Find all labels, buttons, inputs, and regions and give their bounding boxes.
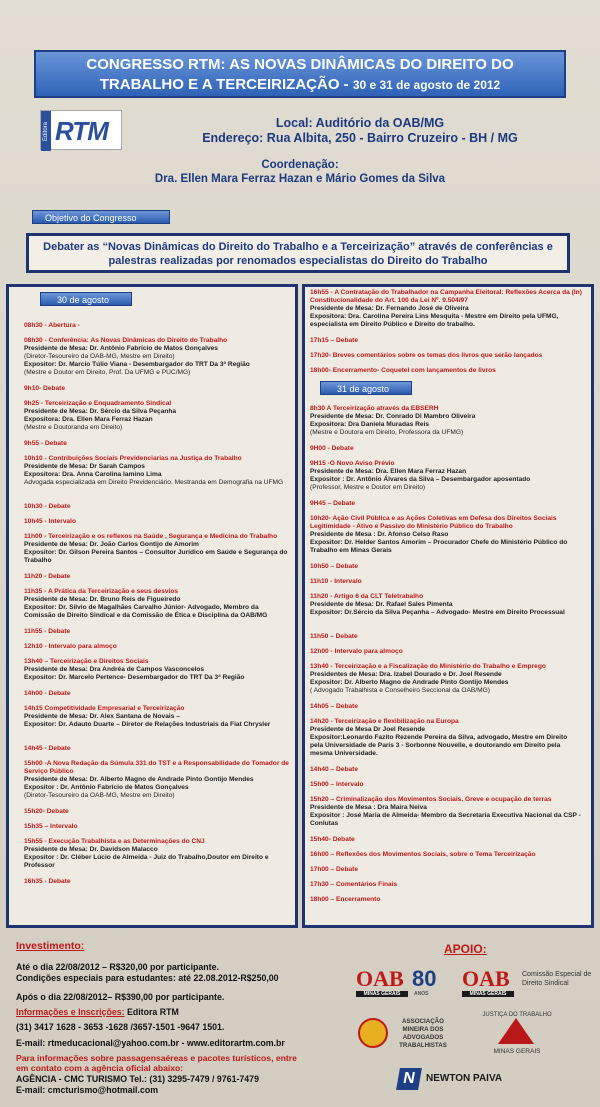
schedule-item (310, 781, 582, 789)
schedule-detail: Expositora: Dra. Anna Carolina Iamino Lima (24, 471, 162, 478)
schedule-detail: Presidente de Mesa: Dr. Conrado Di Mambro Oliveira (310, 413, 476, 420)
schedule-item (24, 628, 290, 636)
schedule-detail: Expositor: Dr. Adauto Duarte – Diretor de Relações Industriais da Fiat Chrysler (24, 721, 271, 728)
schedule-title: - Debate (42, 878, 71, 885)
amat-logo (358, 1014, 454, 1054)
justica-logo (472, 1012, 562, 1058)
schedule-title: – Encerramento (328, 896, 381, 903)
oab80-sub: MINAS GERAIS (356, 991, 408, 997)
amat-text: ASSOCIAÇÃO MINEIRA DOS ADVOGADOS TRABALHISTAS (399, 1018, 447, 1049)
schedule-title: - Contribuições Sociais Previdenciarias na Justiça do Trabalho (42, 455, 242, 462)
phones: (31) 3417 1628 - 3653 -1628 /3657-1501 -9647 1501. (16, 1022, 225, 1032)
schedule-title: - Debate (42, 745, 71, 752)
schedule-time: 16h55 (310, 289, 329, 296)
schedule-item (24, 455, 290, 487)
schedule-time: 15h55 (24, 838, 43, 845)
travel-line2: em contato com a agência oficial abaixo: (16, 1063, 184, 1073)
schedule-title: - Terceirização e a Fiscalização do Ministério do Trabalho e Emprego (328, 663, 546, 670)
schedule-time: 14h15 (24, 705, 43, 712)
schedule-time: 11h00 (24, 533, 43, 540)
comissao-text: Comissão Especial de Direito Sindical (522, 971, 592, 987)
schedule-time: 08h30 (24, 322, 43, 329)
schedule-item (24, 337, 290, 377)
schedule-item (310, 578, 582, 586)
schedule-item (310, 703, 582, 711)
schedule-item (24, 440, 290, 448)
schedule-title: - Debate (325, 445, 354, 452)
schedule-time: 14h00 (24, 690, 43, 697)
info-label: Informações e Inscrições: (16, 1007, 125, 1017)
oab-comissao-logo: OAB MINAS GERAIS Comissão Especial de Direito Sindical (462, 966, 598, 1000)
schedule-title: - Debate (42, 503, 71, 510)
schedule-detail: Presidente de Mesa: Dr Sarah Campos (24, 463, 145, 470)
price-late: Após o dia 22/08/2012– R$390,00 por participante. (16, 992, 225, 1002)
schedule-time: 15h00 (310, 781, 329, 788)
schedule-item (310, 563, 582, 571)
schedule-time: 9h25 (24, 400, 40, 407)
schedule-time: 15h20 (310, 796, 329, 803)
info-line (16, 1007, 179, 1018)
schedule-title: - Terceirização e os reflexos na Saúde , Segurança e Medicina do Trabalho (42, 533, 278, 540)
schedule-title: - Intervalo para almoço (328, 648, 403, 655)
schedule-time: 13h40 (310, 663, 329, 670)
schedule-item (310, 896, 582, 904)
schedule-title: - Debate (42, 690, 71, 697)
schedule-detail: ( Advogado Trabalhista e Conselheiro Seccional da OAB/MG) (310, 687, 490, 694)
schedule-detail: Expositora: Dra. Carolina Pereira Lins Mesquita - Mestre em Direito pela UFMG, especialista em Direito Público e Direito do trabalho. (310, 313, 559, 328)
schedule-detail: Expositora: Dra Daniela Muradas Reis (310, 421, 430, 428)
schedule-title: - Terceirização e Enquadramento Sindical (39, 400, 172, 407)
price-students: Condições especiais para estudantes: até 22.08.2012-R$250,00 (16, 973, 279, 983)
logo-side-text: Editora (41, 111, 51, 151)
schedule-item (24, 518, 290, 526)
schedule-time: 17h30 (310, 881, 329, 888)
schedule-detail: Presidente de Mesa: Dr. Bruno Reis de Figueiredo (24, 596, 181, 603)
header-title-line1: CONGRESSO RTM: AS NOVAS DINÂMICAS DO DIREITO DO (86, 56, 514, 73)
schedule-item (24, 760, 290, 800)
schedule-detail: Expositor: Dr. Helder Santos Amorim – Procurador Chefe do Ministério Público do Trabalho em Minas Gerais (310, 539, 568, 554)
schedule-detail: (Diretor-Tesoureiro da OAB-MG, Mestre em Direito) (24, 353, 175, 360)
schedule-title: – Debate (328, 337, 359, 344)
schedule-time: 9h10 (24, 385, 40, 392)
schedule-time: 10h30 (24, 503, 43, 510)
schedule-time: 14h05 (310, 703, 329, 710)
schedule-title: - Debate (39, 440, 67, 447)
schedule-detail: Expositor: Dr. Marcelo Pertence- Desembargador do TRT Da 3ª Região (24, 674, 245, 681)
schedule-item (24, 745, 290, 753)
schedule-time: 15h20 (24, 808, 43, 815)
schedule-title: - Debate (42, 628, 71, 635)
schedule-item (310, 460, 582, 492)
schedule-title: - Terceirização e flexibilização na Europa (328, 718, 459, 725)
schedule-item (310, 405, 582, 437)
schedule-title: - Intervalo (328, 578, 362, 585)
schedule-time: 8h30 (310, 405, 326, 412)
objective-box (26, 233, 570, 273)
schedule-detail: Expositor:Leonardo Fazito Rezende Pereira da Silva, advogado, Mestre em Direito pela Universidade de Paris 3 - Sorbonne Nouvelle, e doutorando em Direito pela mesma Universidade. (310, 734, 568, 757)
schedule-detail: Presidente de Mesa: Dr. João Carlos Gontijo de Amorim (24, 541, 199, 548)
schedule-title: - Conferência: As Novas Dinâmicas do Direito do Trabalho (42, 337, 228, 344)
schedule-time: 17h30 (310, 352, 329, 359)
schedule-detail: Expositor : Dr. Cléber Lúcio de Almeida - Juiz do Trabalho,Doutor em Direito e Professor (24, 854, 269, 869)
schedule-time: 9H45 (310, 500, 326, 507)
schedule-time: 15h00 (24, 760, 43, 767)
schedule-detail: (Mestre e Doutora em Direito, Professora da UFMG) (310, 429, 464, 436)
schedule-time: 14h40 (310, 766, 329, 773)
schedule-time: 08h30 (24, 337, 43, 344)
schedule-time: 9H15 (310, 460, 326, 467)
email-site[interactable]: E-mail: rtmeducacional@yahoo.com.br - www.editorartm.com.br (16, 1038, 285, 1048)
info-value: Editora RTM (124, 1007, 179, 1017)
schedule-title: - Artigo 6 da CLT Teletrabalho (328, 593, 424, 600)
venue-info (160, 116, 560, 146)
schedule-detail: (Mestre e Doutor em Direito, Prof. Da UFMG e PUC/MG) (24, 369, 191, 376)
schedule-item (310, 718, 582, 758)
schedule-item (310, 836, 582, 844)
coordination-title: Coordenação: (261, 159, 339, 171)
schedule-title: – Intervalo (328, 781, 364, 788)
schedule-time: 12h00 (310, 648, 329, 655)
schedule-detail: Expositora: Dra. Ellen Mara Ferraz Hazan (24, 416, 153, 423)
venue-address: Endereço: Rua Albita, 250 - Bairro Cruzeiro - BH / MG (202, 131, 518, 145)
schedule-title: – Reflexões dos Movimentos Sociais, sobre o Tema Terceirização (328, 851, 536, 858)
schedule-title: - Intervalo (42, 518, 77, 525)
schedule-time: 11h35 (24, 588, 43, 595)
schedule-item (310, 881, 582, 889)
oab80-logo: OAB 80 MINAS GERAIS ANOS (356, 966, 437, 997)
schedule-title: – Debate (328, 633, 358, 640)
agency-email[interactable]: E-mail: cmcturismo@hotmail.com (16, 1085, 159, 1095)
oab80-anos: ANOS (414, 991, 429, 997)
schedule-title: A Terceirização através da EBSERH (325, 405, 439, 412)
objective-tab: Objetivo do Congresso (32, 210, 170, 224)
travel-line1: Para informações sobre passagensaéreas e pacotes turísticos, entre (16, 1053, 297, 1063)
header-title-line2: TRABALHO E A TERCEIRIZAÇÃO - 30 e 31 de agosto de 2012 (99, 76, 501, 93)
schedule-item (310, 593, 582, 617)
schedule-detail: Expositor: Dr. Alberto Magno de Andrade Pinto Gontijo Mendes (310, 679, 509, 686)
schedule-detail: (Mestre e Doutoranda em Direito) (24, 424, 123, 431)
apoio-title: APOIO: (444, 942, 487, 956)
schedule-detail: Presidente de Mesa: Dr. Rafael Sales Pimenta (310, 601, 453, 608)
justica-sub: MINAS GERAIS (493, 1048, 541, 1055)
objective-text: Debater as “Novas Dinâmicas do Direito do Trabalho e a Terceirização” através de conferências e palestras realizadas por renomados especialistas do Direito do Trabalho (43, 241, 553, 267)
schedule-time: 16h35 (24, 878, 43, 885)
schedule-detail: Presidente de Mesa Dr Joel Resende (310, 726, 426, 733)
header-banner (34, 50, 566, 98)
agency: AGÊNCIA - CMC TURISMO Tel.: (31) 3295-7479 / 9761-7479 (16, 1074, 259, 1084)
schedule-item (24, 658, 290, 682)
schedule-detail: Advogada especializada em Direito Previdenciário. Mestranda em Demografia na UFMG (24, 479, 284, 486)
schedule-time: 10h20 (310, 515, 329, 522)
investimento-title: Investimento: (16, 940, 85, 952)
schedule-title: - Debate (42, 573, 71, 580)
schedule-detail: (Professor, Mestre e Doutor em Direito) (310, 484, 426, 491)
schedule-time: 11h20 (24, 573, 43, 580)
schedule-item (24, 690, 290, 698)
schedule-item (310, 766, 582, 774)
coordination-names: Dra. Ellen Mara Ferraz Hazan e Mário Gomes da Silva (154, 173, 446, 185)
schedule-detail: Presidente de Mesa: Dra. Ellen Mara Ferraz Hazan (310, 468, 467, 475)
justica-emblem-icon (498, 1018, 534, 1044)
schedule-item (310, 289, 582, 329)
schedule-detail: Presidente de Mesa: Dr. Antônio Fabrício de Matos Gonçalves (24, 345, 218, 352)
schedule-title: - Debate (42, 808, 69, 815)
schedule-title: - Encerramento- Coquetel com lançamentos de livros (328, 367, 496, 374)
schedule-detail: Presidentes de Mesa: Dra. Izabel Dourado e Dr. Joel Resende (310, 671, 502, 678)
newton-emblem-icon: N (396, 1068, 422, 1090)
schedule-time: 17h15 (310, 337, 329, 344)
schedule-title: – Criminalização dos Movimentos Sociais. Greve e ocupação de terras (328, 796, 552, 803)
coordination (80, 158, 520, 186)
amat-emblem-icon (358, 1018, 388, 1048)
schedule-time: 12h10 (24, 643, 43, 650)
schedule-title: - Execução Trabalhista e as Determinações do CNJ (42, 838, 205, 845)
schedule-time: 11h55 (24, 628, 43, 635)
schedule-detail: Presidente de Mesa: Dr. Alberto Magno de Andrade Pinto Gontijo Mendes (24, 776, 254, 783)
header-date: 30 e 31 de agosto de 2012 (352, 78, 501, 92)
schedule-title: - Ação Civil Pública e as Ações Coletivas em Defesa dos Direitos Sociais Legitimidade - Ativo e Passivo do Ministério Público do Trabalho (310, 515, 557, 530)
schedule-time: 14h45 (24, 745, 43, 752)
schedule-time: 18h00 (310, 367, 329, 374)
schedule-title: - Debate (39, 385, 66, 392)
schedule-time: 15h40 (310, 836, 329, 843)
schedule-detail: Presidente de Mesa: Dr. Sércio da Silva Peçanha (24, 408, 177, 415)
schedule-time: 10h10 (24, 455, 43, 462)
schedule-item (310, 352, 582, 360)
schedule-item (310, 851, 582, 859)
schedule-title: - Abertura - (42, 322, 80, 329)
schedule-detail: Expositor : Dr. Antônio Álvares da Silva – Desembargador aposentado (310, 476, 531, 483)
schedule-detail: Expositor : Dr. Antônio Fabrício de Matos Gonçalves (24, 784, 189, 791)
schedule-title: – Debate (325, 500, 356, 507)
schedule-title: – Debate (328, 703, 359, 710)
logo-mark: RTM (55, 116, 108, 146)
schedule-title: – Debate (328, 563, 359, 570)
newton-text: NEWTON PAIVA (426, 1073, 503, 1084)
schedule-title: – Comentários Finais (328, 881, 398, 888)
schedule-item (310, 663, 582, 695)
schedule-detail: Presidente de Mesa: Dra Andréa de Campos Vasconcelos (24, 666, 205, 673)
schedule-item (24, 322, 290, 330)
schedule-detail: Expositor: Dr. Marcio Túlio Viana - Desembargador do TRT Da 3ª Região (24, 361, 250, 368)
schedule-item (310, 500, 582, 508)
price-early: Até o dia 22/08/2012 – R$320,00 por participante. (16, 962, 219, 972)
justica-text: JUSTIÇA DO TRABALHO (482, 1012, 552, 1018)
venue-local: Local: Auditório da OAB/MG (275, 116, 445, 130)
schedule-time: 9h55 (24, 440, 40, 447)
schedule-time: 10h45 (24, 518, 43, 525)
schedule-item (24, 643, 290, 651)
schedule-item (24, 503, 290, 511)
schedule-detail: (Diretor-Tesoureiro da OAB-MG, Mestre em Direito) (24, 792, 175, 799)
schedule-detail: Expositor: Dr. Gilson Pereira Santos – Consultor Jurídico em Saúde e Segurança do Trabalho (24, 549, 288, 564)
schedule-detail: Presidente de Mesa : Dr. Afonso Celso Raso (310, 531, 449, 538)
schedule-time: 13h40 (24, 658, 43, 665)
schedule-title: - Breves comentários sobre os temas dos livros que serão lançados (328, 352, 543, 359)
schedule-title: - A Prática da Terceirização e seus desvios (42, 588, 179, 595)
schedule-detail: Expositor : José Maria de Almeida- Membro da Secretaria Executiva Nacional da CSP - Conlutas (310, 812, 581, 827)
schedule-item (310, 367, 582, 375)
schedule-item (310, 648, 582, 656)
schedule-item (24, 838, 290, 870)
schedule-time: 11h50 (310, 633, 329, 640)
schedule-item (310, 633, 582, 641)
schedule-title: - Intervalo para almoço (42, 643, 117, 650)
schedule-item (24, 573, 290, 581)
schedule-title: – Debate (328, 866, 359, 873)
day1-tab: 30 de agosto (40, 292, 132, 306)
schedule-item (24, 878, 290, 886)
schedule-time: 17h00 (310, 866, 329, 873)
schedule-title: Competitividade Empresarial e Terceirização (42, 705, 185, 712)
schedule-item (24, 823, 290, 831)
schedule-detail: Expositor: Dr.Sércio da Silva Peçanha – Advogado- Mestre em Direito Processual (310, 609, 565, 616)
schedule-detail: Presidente de Mesa: Dr. Davidson Malacco (24, 846, 158, 853)
schedule-item (24, 385, 290, 393)
schedule-title: -A Nova Redação da Súmula 331 do TST e a Responsabilidade do Tomador de Serviço Público (24, 760, 289, 775)
oab-comissao-sub: MINAS GERAIS (462, 991, 514, 997)
schedule-item (24, 808, 290, 816)
schedule-time: 18h00 (310, 896, 329, 903)
schedule-item (310, 445, 582, 453)
schedule-item (24, 533, 290, 565)
rtm-logo (40, 110, 122, 150)
schedule-detail: Expositor: Dr. Silvio de Magalhães Carvalho Júnior- Advogado, Membro da Comissão de Direito Sindical e da Comissão de Ética e Disciplina da OAB/MG (24, 604, 268, 619)
schedule-item (310, 866, 582, 874)
schedule-time: 15h35 (24, 823, 43, 830)
schedule-item (24, 400, 290, 432)
schedule-title: – Debate (328, 766, 359, 773)
day2-tab: 31 de agosto (320, 381, 412, 395)
schedule-item (24, 705, 290, 729)
schedule-title: - A Contratação do Trabalhador na Campanha Eleitoral: Reflexões Acerca da (In) Constitucionalidade do Art. 100 da Lei Nº. 9.504/97 (310, 289, 582, 304)
schedule-time: 11h10 (310, 578, 329, 585)
schedule-time: 9H00 (310, 445, 326, 452)
schedule-title: -O Novo Aviso Prévio (325, 460, 395, 467)
schedule-time: 14h20 (310, 718, 329, 725)
schedule-time: 10h50 (310, 563, 329, 570)
schedule-title: - Debate (328, 836, 355, 843)
schedule-item (24, 588, 290, 620)
schedule-item (310, 515, 582, 555)
newton-logo (398, 1066, 508, 1092)
schedule-detail: Presidente de Mesa: Dr. Alex Santana de Novais – (24, 713, 180, 720)
schedule-title: – Terceirização e Direitos Sociais (42, 658, 149, 665)
schedule-detail: Presidente de Mesa: Dr. Fernando José de Oliveira (310, 305, 469, 312)
schedule-time: 16h00 (310, 851, 329, 858)
schedule-item (310, 337, 582, 345)
schedule-time: 11h20 (310, 593, 329, 600)
schedule-item (310, 796, 582, 828)
schedule-title: – Intervalo (42, 823, 78, 830)
schedule-detail: Presidente de Mesa : Dra Maira Neiva (310, 804, 427, 811)
